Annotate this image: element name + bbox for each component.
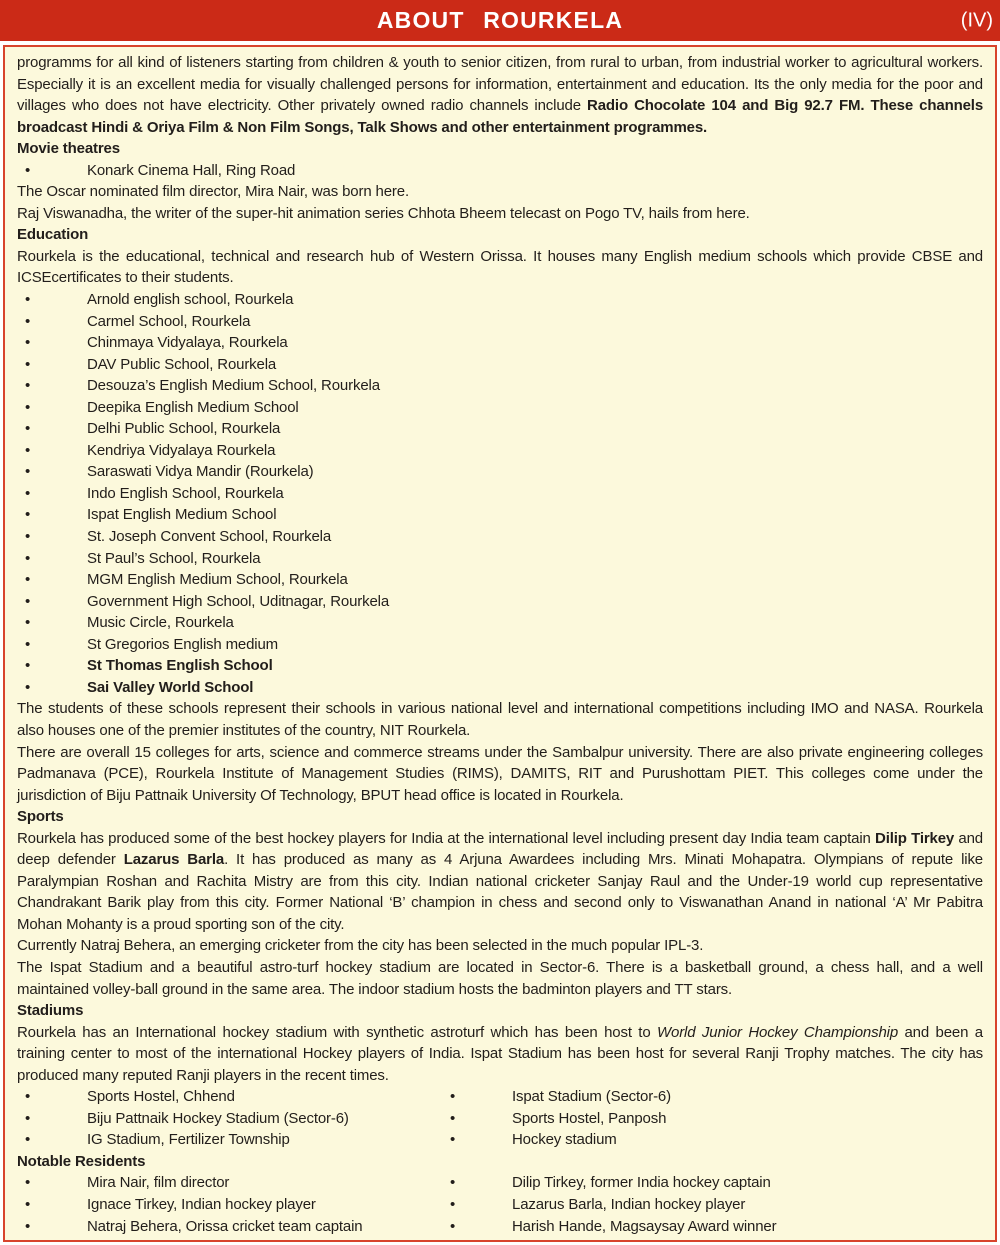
bullet-item (442, 1216, 983, 1238)
bullet-item (17, 483, 983, 505)
section-heading: Sports (17, 808, 64, 826)
bullet-item (17, 311, 983, 333)
bullet-item (17, 461, 983, 483)
bullet-item-label: Delhi Public School, Rourkela (87, 420, 281, 438)
bullet-item (17, 375, 983, 397)
bullet-item (442, 1086, 983, 1108)
bullet-item-label: Carmel School, Rourkela (87, 312, 251, 330)
two-column-bullet-list (17, 1086, 983, 1151)
bullet-item (17, 548, 983, 570)
bullet-item (17, 354, 983, 376)
bullet-item (17, 1172, 442, 1194)
bullet-dot: • (25, 506, 31, 524)
bullet-row (17, 1194, 983, 1216)
bullet-dot: • (25, 1131, 31, 1149)
text-run: and been a training center to most of the international Hockey players of India. Ispat Stadium has been host for several Ranji Trophy matches. The city has produced many reputed Ranji players in the recent times. (17, 1023, 983, 1084)
italic-text: World Junior Hockey Championship (657, 1023, 899, 1041)
bullet-dot: • (25, 571, 31, 589)
bullet-item (442, 1172, 983, 1194)
paragraph (17, 698, 983, 741)
text-run: Currently Natraj Behera, an emerging cricketer from the city has been selected in the much popular IPL-3. (17, 937, 704, 955)
bullet-row (17, 1216, 983, 1238)
bullet-dot: • (25, 1217, 31, 1235)
bullet-item-label: Sports Hostel, Chhend (87, 1088, 235, 1106)
bullet-item (17, 569, 983, 591)
bullet-dot: • (25, 657, 31, 675)
text-run: There are overall 15 colleges for arts, science and commerce streams under the Sambalpur university. There are also private engineering colleges Padmanava (PCE), Rourkela Institute of Management Studies (RIMS), DAMITS, RIT and Purushottam PIET. This colleges come under the jurisdiction of Biju Pattnaik University Of Technology, BPUT head office is located in Rourkela. (17, 743, 983, 804)
bullet-item (17, 1216, 442, 1238)
bullet-dot: • (25, 398, 31, 416)
bullet-item (17, 526, 983, 548)
bullet-item-label: Deepika English Medium School (87, 398, 299, 416)
bullet-dot: • (25, 334, 31, 352)
bullet-item-label: St Paul’s School, Rourkela (87, 549, 261, 567)
bullet-dot: • (25, 463, 31, 481)
section-heading: Movie theatres (17, 140, 120, 158)
bullet-dot: • (25, 678, 31, 696)
bullet-dot: • (450, 1109, 456, 1127)
page-header (0, 0, 1000, 41)
page-title: ABOUT ROURKELA (376, 7, 624, 33)
bullet-item-label: St. Joseph Convent School, Rourkela (87, 528, 332, 546)
bullet-dot: • (450, 1217, 456, 1235)
section-heading: Education (17, 226, 89, 244)
bullet-item-label: Ispat Stadium (Sector-6) (512, 1088, 671, 1106)
paragraph (17, 52, 983, 138)
text-run: Raj Viswanadha, the writer of the super-hit animation series Chhota Bheem telecast on Pogo TV, hails from here. (17, 204, 750, 222)
bullet-item (17, 418, 983, 440)
bullet-item-label: Natraj Behera, Orissa cricket team captain (87, 1217, 363, 1235)
bullet-dot: • (25, 1109, 31, 1127)
bullet-dot: • (25, 592, 31, 610)
bullet-item-label: Sports Hostel, Panposh (512, 1109, 667, 1127)
bullet-item (17, 289, 983, 311)
bullet-row (17, 1172, 983, 1194)
bullet-item-label: Chinmaya Vidyalaya, Rourkela (87, 334, 288, 352)
bullet-item-label: Lazarus Barla, Indian hockey player (512, 1195, 746, 1213)
bullet-item-label: Biju Pattnaik Hockey Stadium (Sector-6) (87, 1109, 349, 1127)
bullet-dot: • (450, 1195, 456, 1213)
bullet-dot: • (25, 484, 31, 502)
bullet-item-label: Sai Valley World School (87, 678, 254, 696)
bold-text: Dilip Tirkey (875, 829, 955, 847)
bullet-item (17, 440, 983, 462)
paragraph (17, 246, 983, 289)
bullet-item-label: Kendriya Vidyalaya Rourkela (87, 441, 276, 459)
bullet-item-label: Ispat English Medium School (87, 506, 277, 524)
bullet-item-label: Hockey stadium (512, 1131, 617, 1149)
bullet-item (17, 1129, 442, 1151)
text-run: The Oscar nominated film director, Mira Nair, was born here. (17, 183, 409, 201)
bullet-dot: • (25, 1088, 31, 1106)
content-frame (3, 45, 997, 1242)
bullet-item (17, 634, 983, 656)
bullet-item (17, 1108, 442, 1130)
text-run: Rourkela is the educational, technical and research hub of Western Orissa. It houses many English medium schools which provide CBSE and ICSEcertificates to their students. (17, 247, 983, 287)
section-heading: Notable Residents (17, 1152, 146, 1170)
bullet-dot: • (25, 161, 31, 179)
bullet-item-label: Indo English School, Rourkela (87, 484, 284, 502)
bullet-item-label: Dilip Tirkey, former India hockey captain (512, 1174, 771, 1192)
bullet-dot: • (25, 355, 31, 373)
bullet-item-label: Ignace Tirkey, Indian hockey player (87, 1195, 316, 1213)
bullet-list (17, 289, 983, 698)
paragraph (17, 957, 983, 1000)
bullet-item (17, 1086, 442, 1108)
bullet-item-label: Government High School, Uditnagar, Rourkela (87, 592, 390, 610)
bullet-item (17, 591, 983, 613)
paragraph (17, 828, 983, 936)
bullet-dot: • (25, 528, 31, 546)
bullet-dot: • (25, 614, 31, 632)
paragraph (17, 935, 983, 957)
bullet-item (17, 612, 983, 634)
bullet-item-label: Desouza’s English Medium School, Rourkela (87, 377, 380, 395)
bullet-dot: • (25, 312, 31, 330)
bullet-dot: • (450, 1088, 456, 1106)
page-number: (IV) (960, 9, 993, 31)
bullet-dot: • (25, 441, 31, 459)
bullet-row (17, 1086, 983, 1108)
text-run: programms for all kind of listeners starting from children & youth to senior citizen, from rural to urban, from industrial worker to agricultural workers. Especially it is an excellent media for visually challenged persons for information, entertainment and education. Its the only media for the poor and villages who does not have electricity. Other privately owned radio channels include (17, 54, 983, 115)
bullet-dot: • (25, 549, 31, 567)
bullet-item (17, 655, 983, 677)
paragraph (17, 742, 983, 807)
bullet-dot: • (25, 1174, 31, 1192)
bullet-dot: • (450, 1174, 456, 1192)
text-run: The Ispat Stadium and a beautiful astro-turf hockey stadium are located in Sector-6. There is a basketball ground, a chess hall, and a well maintained volley-ball ground in the same area. The indoor stadium hosts the badminton players and TT stars. (17, 958, 983, 998)
bullet-row (17, 1129, 983, 1151)
bullet-item-label: Arnold english school, Rourkela (87, 291, 294, 309)
bullet-item (442, 1129, 983, 1151)
bullet-item-label: MGM English Medium School, Rourkela (87, 571, 348, 589)
bullet-item (17, 504, 983, 526)
paragraph (17, 181, 983, 203)
text-run: Rourkela has produced some of the best hockey players for India at the international level including present day India team captain (17, 829, 876, 847)
text-run: Rourkela has an International hockey stadium with synthetic astroturf which has been host to (17, 1023, 657, 1041)
bullet-item-label: St Gregorios English medium (87, 635, 279, 653)
bullet-item-label: IG Stadium, Fertilizer Township (87, 1131, 290, 1149)
bullet-list (17, 160, 983, 182)
text-run: and deep defender (17, 829, 983, 869)
bullet-item (17, 332, 983, 354)
paragraph (17, 203, 983, 225)
bullet-item (17, 1194, 442, 1216)
section-heading: Stadiums (17, 1002, 84, 1020)
bullet-item-label: Konark Cinema Hall, Ring Road (87, 161, 296, 179)
bold-text: Lazarus Barla (123, 851, 225, 869)
text-run: . It has produced as many as 4 Arjuna Awardees including Mrs. Minati Mohapatra. Olympians of repute like Paralympian Roshan and Rachita Mistry are from this city. Indian national cricketer Sanjay Raul and the Under-19 world cup representative Chandrakant Barik play from this city. Former National ‘B’ champion in chess and second only to Viswanathan Anand in national ‘A’ Mr Pabitra Mohan Mohanty is a proud sporting son of the city. (17, 851, 983, 933)
bullet-dot: • (25, 420, 31, 438)
bullet-item-label: Saraswati Vidya Mandir (Rourkela) (87, 463, 314, 481)
bullet-dot: • (450, 1131, 456, 1149)
bullet-dot: • (25, 291, 31, 309)
document-content (17, 52, 983, 1237)
paragraph (17, 1022, 983, 1087)
bullet-item (442, 1108, 983, 1130)
bullet-dot: • (25, 1195, 31, 1213)
bullet-item (442, 1194, 983, 1216)
bullet-item-label: St Thomas English School (87, 657, 273, 675)
bold-text: Radio Chocolate 104 and Big 92.7 FM. These channels broadcast Hindi & Oriya Film & Non Film Songs, Talk Shows and other entertainment programmes. (17, 97, 984, 136)
bullet-item-label: DAV Public School, Rourkela (87, 355, 277, 373)
bullet-item (17, 160, 983, 182)
bullet-item (17, 397, 983, 419)
bullet-item-label: Music Circle, Rourkela (87, 614, 234, 632)
bullet-dot: • (25, 377, 31, 395)
text-run: The students of these schools represent their schools in various national level and international competitions including IMO and NASA. Rourkela also houses one of the premier institutes of the country, NIT Rourkela. (17, 700, 983, 739)
bullet-item-label: Mira Nair, film director (87, 1174, 230, 1192)
bullet-item (17, 677, 983, 699)
bullet-item-label: Harish Hande, Magsaysay Award winner (512, 1217, 777, 1235)
bullet-dot: • (25, 635, 31, 653)
two-column-bullet-list (17, 1172, 983, 1237)
bullet-row (17, 1108, 983, 1130)
